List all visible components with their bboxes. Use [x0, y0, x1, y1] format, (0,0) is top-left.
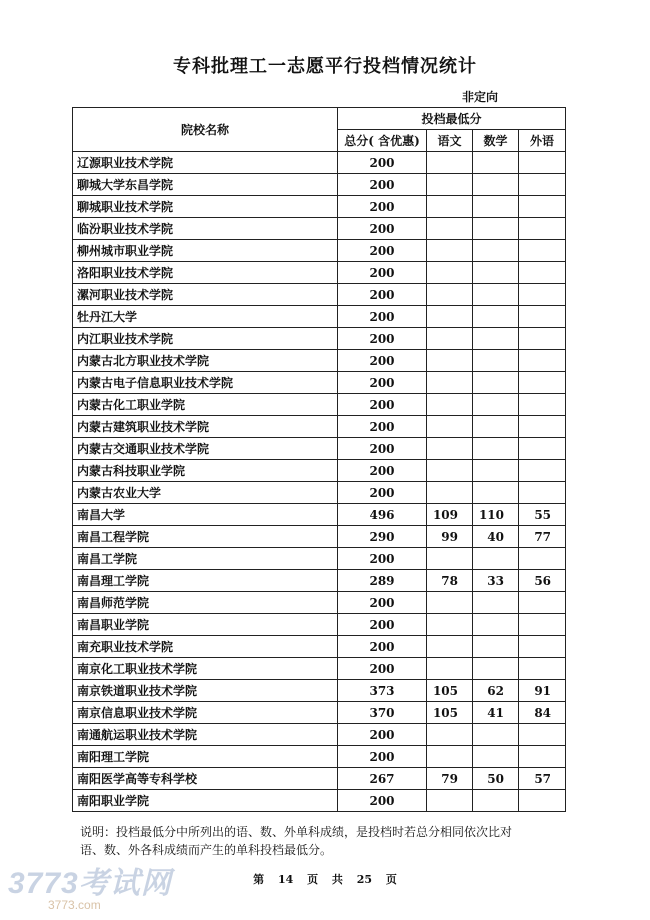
- cell-english: [519, 636, 566, 658]
- cell-school-name: 南充职业技术学院: [73, 636, 338, 658]
- cell-chinese: [427, 724, 473, 746]
- cell-english: 56: [519, 570, 566, 592]
- table-row: [73, 746, 566, 768]
- cell-total: 290: [338, 526, 427, 548]
- cell-math: [473, 416, 519, 438]
- cell-total: 200: [338, 746, 427, 768]
- cell-math: [473, 460, 519, 482]
- cell-chinese: [427, 306, 473, 328]
- table-row: [73, 240, 566, 262]
- table-row: [73, 394, 566, 416]
- cell-school-name: 南昌职业学院: [73, 614, 338, 636]
- header-min-score: 投档最低分: [338, 108, 566, 130]
- cell-total: 200: [338, 592, 427, 614]
- cell-total: 200: [338, 262, 427, 284]
- cell-school-name: 南京化工职业技术学院: [73, 658, 338, 680]
- page-subtitle: 非定向: [462, 90, 499, 104]
- cell-math: 33: [473, 570, 519, 592]
- table-row: [73, 526, 566, 548]
- cell-math: [473, 438, 519, 460]
- score-table: [72, 107, 566, 812]
- cell-english: [519, 218, 566, 240]
- cell-math: [473, 306, 519, 328]
- cell-total: 200: [338, 724, 427, 746]
- cell-total: 200: [338, 636, 427, 658]
- cell-math: 41: [473, 702, 519, 724]
- table-row: [73, 416, 566, 438]
- cell-chinese: [427, 460, 473, 482]
- cell-math: [473, 592, 519, 614]
- cell-english: 55: [519, 504, 566, 526]
- cell-math: [473, 174, 519, 196]
- table-row: [73, 768, 566, 790]
- cell-school-name: 内蒙古北方职业技术学院: [73, 350, 338, 372]
- cell-english: [519, 240, 566, 262]
- cell-total: 200: [338, 218, 427, 240]
- table-row: [73, 460, 566, 482]
- cell-english: [519, 438, 566, 460]
- cell-english: 57: [519, 768, 566, 790]
- cell-school-name: 南阳理工学院: [73, 746, 338, 768]
- cell-school-name: 牡丹江大学: [73, 306, 338, 328]
- cell-chinese: [427, 262, 473, 284]
- cell-chinese: [427, 790, 473, 812]
- cell-english: [519, 394, 566, 416]
- cell-total: 200: [338, 438, 427, 460]
- cell-english: [519, 350, 566, 372]
- cell-total: 373: [338, 680, 427, 702]
- table-row: [73, 196, 566, 218]
- cell-chinese: [427, 196, 473, 218]
- table-row: [73, 306, 566, 328]
- cell-english: [519, 284, 566, 306]
- cell-math: [473, 372, 519, 394]
- cell-school-name: 漯河职业技术学院: [73, 284, 338, 306]
- table-row: [73, 284, 566, 306]
- table-row: [73, 702, 566, 724]
- cell-school-name: 南通航运职业技术学院: [73, 724, 338, 746]
- cell-math: [473, 790, 519, 812]
- cell-english: [519, 152, 566, 174]
- cell-chinese: 105: [427, 680, 473, 702]
- cell-chinese: [427, 350, 473, 372]
- table-row: [73, 724, 566, 746]
- cell-math: 50: [473, 768, 519, 790]
- cell-english: 77: [519, 526, 566, 548]
- cell-chinese: [427, 394, 473, 416]
- cell-english: [519, 416, 566, 438]
- cell-chinese: [427, 218, 473, 240]
- cell-chinese: [427, 482, 473, 504]
- cell-school-name: 南昌工程学院: [73, 526, 338, 548]
- cell-total: 200: [338, 482, 427, 504]
- table-row: [73, 658, 566, 680]
- cell-math: [473, 240, 519, 262]
- cell-total: 200: [338, 284, 427, 306]
- cell-math: [473, 658, 519, 680]
- cell-math: [473, 328, 519, 350]
- cell-chinese: [427, 658, 473, 680]
- cell-math: [473, 350, 519, 372]
- header-total: 总分( 含优惠): [338, 130, 427, 152]
- page-footer: 第 14 页 共 25 页: [253, 873, 397, 886]
- cell-total: 289: [338, 570, 427, 592]
- table-row: [73, 504, 566, 526]
- cell-chinese: [427, 614, 473, 636]
- cell-english: [519, 790, 566, 812]
- cell-school-name: 内蒙古建筑职业技术学院: [73, 416, 338, 438]
- cell-chinese: [427, 416, 473, 438]
- cell-total: 200: [338, 328, 427, 350]
- note-line: 语、数、外各科成绩而产生的单科投档最低分。: [80, 843, 333, 857]
- header-chinese: 语文: [427, 130, 473, 152]
- table-row: [73, 614, 566, 636]
- cell-english: [519, 592, 566, 614]
- cell-chinese: [427, 438, 473, 460]
- table-row: [73, 482, 566, 504]
- cell-school-name: 内蒙古化工职业学院: [73, 394, 338, 416]
- cell-total: 200: [338, 350, 427, 372]
- cell-chinese: [427, 152, 473, 174]
- cell-chinese: [427, 372, 473, 394]
- table-row: [73, 372, 566, 394]
- cell-math: [473, 636, 519, 658]
- cell-school-name: 临汾职业技术学院: [73, 218, 338, 240]
- cell-school-name: 柳州城市职业学院: [73, 240, 338, 262]
- cell-math: [473, 262, 519, 284]
- table-row: [73, 790, 566, 812]
- cell-english: 91: [519, 680, 566, 702]
- cell-english: [519, 724, 566, 746]
- table-row: [73, 570, 566, 592]
- header-school-name: 院校名称: [73, 108, 338, 152]
- cell-english: [519, 614, 566, 636]
- cell-total: 200: [338, 306, 427, 328]
- cell-math: [473, 482, 519, 504]
- cell-chinese: 109: [427, 504, 473, 526]
- cell-school-name: 南京信息职业技术学院: [73, 702, 338, 724]
- cell-math: [473, 196, 519, 218]
- cell-chinese: [427, 746, 473, 768]
- table-row: [73, 218, 566, 240]
- cell-total: 200: [338, 240, 427, 262]
- table-row: [73, 592, 566, 614]
- cell-chinese: [427, 240, 473, 262]
- table-row: [73, 438, 566, 460]
- header-english: 外语: [519, 130, 566, 152]
- cell-math: 62: [473, 680, 519, 702]
- cell-chinese: [427, 592, 473, 614]
- cell-english: [519, 372, 566, 394]
- cell-school-name: 南京铁道职业技术学院: [73, 680, 338, 702]
- cell-total: 200: [338, 614, 427, 636]
- cell-total: 200: [338, 460, 427, 482]
- cell-total: 200: [338, 372, 427, 394]
- cell-total: 200: [338, 548, 427, 570]
- table-row: [73, 680, 566, 702]
- cell-school-name: 南阳职业学院: [73, 790, 338, 812]
- note-line: 说明：投档最低分中所列出的语、数、外单科成绩，是投档时若总分相同依次比对: [80, 825, 513, 839]
- cell-school-name: 聊城大学东昌学院: [73, 174, 338, 196]
- cell-total: 200: [338, 394, 427, 416]
- cell-school-name: 内蒙古电子信息职业技术学院: [73, 372, 338, 394]
- table-row: [73, 174, 566, 196]
- cell-chinese: 99: [427, 526, 473, 548]
- cell-math: [473, 218, 519, 240]
- cell-school-name: 内蒙古科技职业学院: [73, 460, 338, 482]
- cell-school-name: 洛阳职业技术学院: [73, 262, 338, 284]
- cell-math: [473, 746, 519, 768]
- cell-chinese: [427, 174, 473, 196]
- cell-school-name: 南昌工学院: [73, 548, 338, 570]
- cell-school-name: 南阳医学高等专科学校: [73, 768, 338, 790]
- cell-english: [519, 306, 566, 328]
- watermark-main: 3773考试网: [8, 867, 172, 900]
- cell-english: [519, 196, 566, 218]
- cell-total: 200: [338, 174, 427, 196]
- page-title: 专科批理工一志愿平行投档情况统计: [173, 56, 477, 77]
- cell-school-name: 聊城职业技术学院: [73, 196, 338, 218]
- table-row: [73, 350, 566, 372]
- cell-school-name: 南昌师范学院: [73, 592, 338, 614]
- cell-english: [519, 174, 566, 196]
- table-row: [73, 328, 566, 350]
- cell-school-name: 内江职业技术学院: [73, 328, 338, 350]
- cell-total: 267: [338, 768, 427, 790]
- cell-school-name: 南昌理工学院: [73, 570, 338, 592]
- cell-chinese: 79: [427, 768, 473, 790]
- cell-total: 200: [338, 196, 427, 218]
- cell-total: 200: [338, 416, 427, 438]
- cell-school-name: 南昌大学: [73, 504, 338, 526]
- cell-total: 200: [338, 790, 427, 812]
- cell-school-name: 内蒙古农业大学: [73, 482, 338, 504]
- cell-chinese: [427, 284, 473, 306]
- cell-chinese: 105: [427, 702, 473, 724]
- table-row: [73, 548, 566, 570]
- cell-chinese: 78: [427, 570, 473, 592]
- cell-math: [473, 614, 519, 636]
- cell-total: 370: [338, 702, 427, 724]
- cell-total: 496: [338, 504, 427, 526]
- table-row: [73, 152, 566, 174]
- cell-english: [519, 460, 566, 482]
- table-body: [73, 152, 566, 812]
- cell-math: [473, 394, 519, 416]
- cell-math: [473, 724, 519, 746]
- cell-english: [519, 262, 566, 284]
- cell-chinese: [427, 636, 473, 658]
- table-row: [73, 262, 566, 284]
- cell-english: [519, 328, 566, 350]
- cell-school-name: 辽源职业技术学院: [73, 152, 338, 174]
- cell-english: [519, 746, 566, 768]
- cell-math: [473, 152, 519, 174]
- cell-math: 40: [473, 526, 519, 548]
- cell-english: 84: [519, 702, 566, 724]
- cell-school-name: 内蒙古交通职业技术学院: [73, 438, 338, 460]
- cell-chinese: [427, 328, 473, 350]
- watermark-sub: 3773.com: [48, 898, 101, 912]
- note: [80, 823, 570, 859]
- cell-math: [473, 548, 519, 570]
- table-row: [73, 636, 566, 658]
- cell-english: [519, 482, 566, 504]
- cell-english: [519, 658, 566, 680]
- header-math: 数学: [473, 130, 519, 152]
- cell-math: 110: [473, 504, 519, 526]
- cell-total: 200: [338, 658, 427, 680]
- cell-math: [473, 284, 519, 306]
- cell-english: [519, 548, 566, 570]
- cell-chinese: [427, 548, 473, 570]
- cell-total: 200: [338, 152, 427, 174]
